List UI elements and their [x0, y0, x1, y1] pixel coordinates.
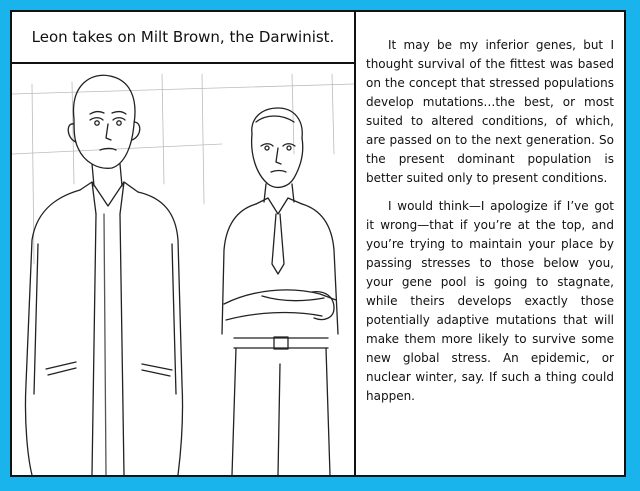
background-fence: [12, 74, 354, 264]
paragraph-1: It may be my inferior genes, but I thought survival of the fittest was based on the concept that stressed populations develop mutations…the best, or most suited to altered conditions, of which, are passed on to the next generation. So the present dominant population is better suited only to present conditions.: [366, 38, 614, 185]
panel-illustration: [12, 64, 354, 475]
paragraph-2: I would think—I apologize if I’ve got it wrong—that if you’re at the top, and you’re trying to maintain your place by passing stresses to those below you, your gene pool is going to stagnate, while theirs develops exactly those potentially adaptive mutations that will make them more likely to survive some new global stress. An epidemic, or nuclear winter, say. If such a thing could happen.: [366, 199, 614, 403]
panel-caption: Leon takes on Milt Brown, the Darwinist.: [12, 12, 354, 64]
milt-brown-figure: [222, 108, 338, 475]
leon-figure: [25, 75, 182, 475]
comic-panel: [12, 12, 356, 475]
comic-page: [10, 10, 626, 477]
text-panel: [356, 12, 624, 475]
